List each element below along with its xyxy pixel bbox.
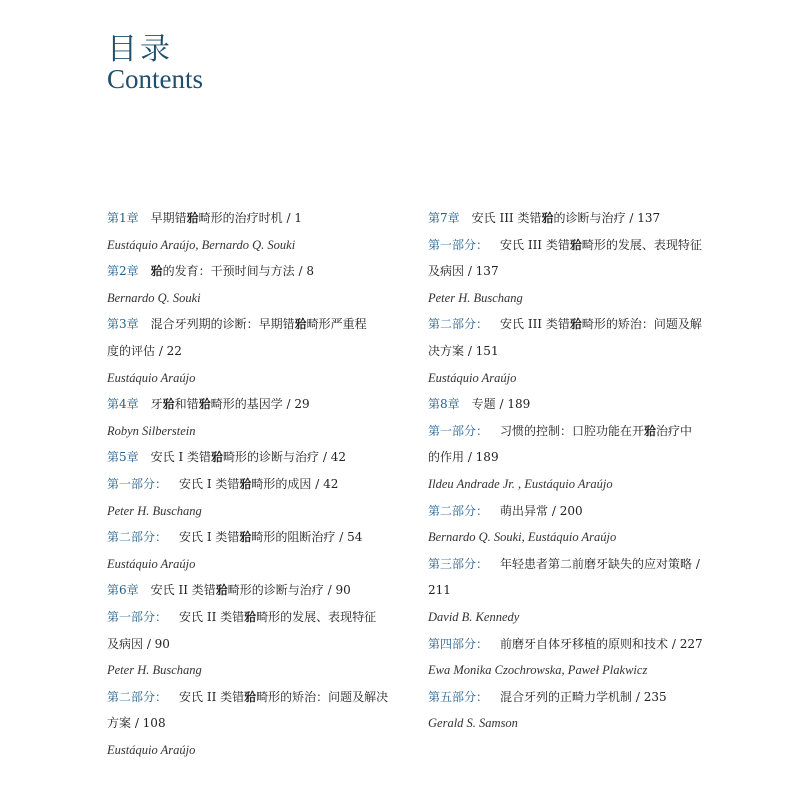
toc-entry-text: 安氏 II 类错 bbox=[179, 609, 245, 624]
toc-entry-text: 畸形的发展、表现特征 bbox=[581, 237, 702, 252]
toc-entry-continuation: 及病因 / 90 bbox=[107, 636, 170, 651]
toc-entry-text: 𬌗 bbox=[186, 211, 199, 225]
toc-author: Eustáquio Araújo, Bernardo Q. Souki bbox=[107, 237, 296, 252]
toc-author: Ildeu Andrade Jr. , Eustáquio Araújo bbox=[428, 476, 613, 491]
toc-entry-label: 第3章 bbox=[107, 317, 139, 332]
toc-entry bbox=[428, 232, 720, 259]
toc-entry-text: 安氏 I 类错 bbox=[179, 476, 240, 491]
toc-entry-label: 第2章 bbox=[107, 264, 139, 279]
toc-author: Eustáquio Araújo bbox=[428, 370, 517, 385]
toc-entry-label: 第五部分： bbox=[428, 689, 489, 704]
toc-entry-text: 畸形严重程 bbox=[306, 317, 367, 332]
toc-entry-continuation: 的作用 / 189 bbox=[428, 450, 499, 465]
toc-entry bbox=[428, 551, 720, 578]
toc-entry-label: 第4章 bbox=[107, 397, 139, 412]
toc-entry-label: 第一部分： bbox=[428, 423, 489, 438]
toc-entry-text: 专题 / 189 bbox=[471, 397, 531, 412]
toc-right-column bbox=[428, 205, 720, 737]
toc-author: Peter H. Buschang bbox=[428, 290, 523, 305]
toc-entry-text: 𬌗 bbox=[215, 583, 228, 598]
toc-entry-text: 畸形的矫治：问题及解决 bbox=[256, 689, 389, 704]
toc-entry-text: 治疗中 bbox=[656, 423, 693, 438]
toc-author: Eustáquio Araújo bbox=[107, 742, 196, 757]
toc-entry-text: 畸形的诊断与治疗 / 42 bbox=[223, 450, 346, 465]
toc-entry-text: 𬌗 bbox=[569, 317, 582, 332]
toc-entry-text: 安氏 III 类错 bbox=[500, 317, 570, 332]
toc-entry-text: 畸形的矫治：问题及解 bbox=[581, 317, 702, 332]
toc-entry-label: 第8章 bbox=[428, 397, 460, 412]
toc-entry bbox=[428, 205, 720, 232]
toc-entry-label: 第四部分： bbox=[428, 636, 489, 651]
toc-entry-text: 安氏 III 类错 bbox=[500, 237, 570, 252]
toc-entry bbox=[107, 471, 397, 498]
toc-entry-label: 第7章 bbox=[428, 211, 460, 225]
toc-entry-label: 第二部分： bbox=[107, 689, 168, 704]
toc-author: Bernardo Q. Souki bbox=[107, 290, 201, 305]
toc-entry-text: 畸形的阻断治疗 / 54 bbox=[251, 530, 363, 545]
toc-entry bbox=[107, 391, 397, 418]
toc-entry-text: 𬌗 bbox=[239, 476, 252, 491]
toc-entry bbox=[107, 577, 397, 604]
toc-entry-text: 畸形的基因学 / 29 bbox=[210, 397, 310, 412]
toc-entry bbox=[107, 524, 397, 551]
toc-entry-label: 第二部分： bbox=[428, 503, 489, 518]
page-title-chinese: 目录 bbox=[107, 32, 173, 67]
toc-entry-text: 安氏 I 类错 bbox=[150, 450, 212, 465]
toc-entry-label: 第二部分： bbox=[107, 530, 168, 545]
toc-entry bbox=[428, 631, 720, 658]
toc-entry bbox=[428, 418, 720, 445]
toc-entry bbox=[428, 311, 720, 338]
toc-author: Bernardo Q. Souki, Eustáquio Araújo bbox=[428, 530, 617, 545]
toc-entry-text: 畸形的诊断与治疗 / 90 bbox=[227, 583, 351, 598]
toc-entry-label: 第一部分： bbox=[428, 237, 489, 252]
toc-entry-continuation: 度的评估 / 22 bbox=[107, 343, 182, 358]
toc-entry-text: 安氏 III 类错 bbox=[471, 211, 542, 225]
toc-entry-text: 𬌗 bbox=[569, 237, 582, 252]
toc-entry-text: 牙 bbox=[150, 397, 163, 412]
toc-entry bbox=[107, 684, 397, 711]
toc-author: Eustáquio Araújo bbox=[107, 370, 196, 385]
toc-author: Robyn Silberstein bbox=[107, 423, 196, 438]
toc-entry-label: 第一部分： bbox=[107, 609, 168, 624]
toc-entry-text: 𬌗 bbox=[244, 609, 257, 624]
toc-entry-label: 第1章 bbox=[107, 211, 139, 225]
toc-entry bbox=[428, 391, 720, 418]
toc-entry-text: 畸形的治疗时机 / 1 bbox=[198, 211, 302, 225]
toc-entry-label: 第一部分： bbox=[107, 476, 168, 491]
toc-author: Peter H. Buschang bbox=[107, 503, 202, 518]
toc-entry-text: 的发育：干预时间与方法 / 8 bbox=[162, 264, 314, 279]
toc-entry-text: 和错 bbox=[174, 397, 199, 412]
toc-entry-label: 第6章 bbox=[107, 583, 139, 598]
toc-entry-text: 混合牙列的正畸力学机制 / 235 bbox=[500, 689, 667, 704]
toc-entry-text: 的诊断与治疗 / 137 bbox=[553, 211, 661, 225]
toc-entry-continuation: 及病因 / 137 bbox=[428, 264, 499, 279]
toc-entry-text: 安氏 I 类错 bbox=[179, 530, 240, 545]
toc-entry-text: 𬌗 bbox=[294, 317, 307, 332]
toc-entry-continuation: 方案 / 108 bbox=[107, 716, 166, 731]
toc-entry-text: 早期错 bbox=[150, 211, 187, 225]
page-title-english: Contents bbox=[107, 64, 204, 94]
toc-author: Peter H. Buschang bbox=[107, 663, 202, 678]
toc-entry-text: 前磨牙自体牙移植的原则和技术 / 227 bbox=[500, 636, 703, 651]
toc-entry bbox=[107, 258, 397, 285]
toc-entry-text: 𬌗 bbox=[541, 211, 554, 225]
toc-entry-continuation: 211 bbox=[428, 583, 451, 598]
toc-entry-text: 𬌗 bbox=[198, 397, 211, 412]
toc-entry bbox=[107, 311, 397, 338]
toc-author: Ewa Monika Czochrowska, Paweł Plakwicz bbox=[428, 663, 648, 678]
toc-entry-text: 安氏 II 类错 bbox=[179, 689, 245, 704]
toc-entry bbox=[428, 498, 720, 525]
toc-entry-text: 𬌗 bbox=[211, 450, 224, 465]
toc-entry-text: 𬌗 bbox=[150, 264, 163, 279]
toc-left-column bbox=[107, 205, 397, 763]
toc-entry-text: 年轻患者第二前磨牙缺失的应对策略 / bbox=[500, 556, 700, 571]
toc-author: David B. Kennedy bbox=[428, 609, 520, 624]
toc-entry bbox=[428, 684, 720, 711]
toc-entry bbox=[107, 205, 397, 232]
toc-entry-label: 第三部分： bbox=[428, 556, 489, 571]
toc-entry-text: 安氏 II 类错 bbox=[150, 583, 216, 598]
toc-entry-continuation: 决方案 / 151 bbox=[428, 343, 499, 358]
toc-entry-text: 𬌗 bbox=[644, 423, 657, 438]
toc-author: Eustáquio Araújo bbox=[107, 556, 196, 571]
toc-entry-text: 习惯的控制：口腔功能在开 bbox=[500, 423, 645, 438]
toc-entry bbox=[107, 444, 397, 471]
toc-entry-text: 𬌗 bbox=[162, 397, 175, 412]
toc-entry-label: 第二部分： bbox=[428, 317, 489, 332]
toc-entry bbox=[107, 604, 397, 631]
toc-entry-text: 混合牙列期的诊断：早期错 bbox=[150, 317, 295, 332]
toc-entry-text: 畸形的成因 / 42 bbox=[251, 476, 339, 491]
toc-entry-text: 𬌗 bbox=[239, 530, 252, 545]
toc-entry-label: 第5章 bbox=[107, 450, 139, 465]
toc-entry-text: 𬌗 bbox=[244, 689, 257, 704]
toc-entry-text: 畸形的发展、表现特征 bbox=[256, 609, 377, 624]
toc-author: Gerald S. Samson bbox=[428, 716, 518, 731]
toc-entry-text: 萌出异常 / 200 bbox=[500, 503, 583, 518]
